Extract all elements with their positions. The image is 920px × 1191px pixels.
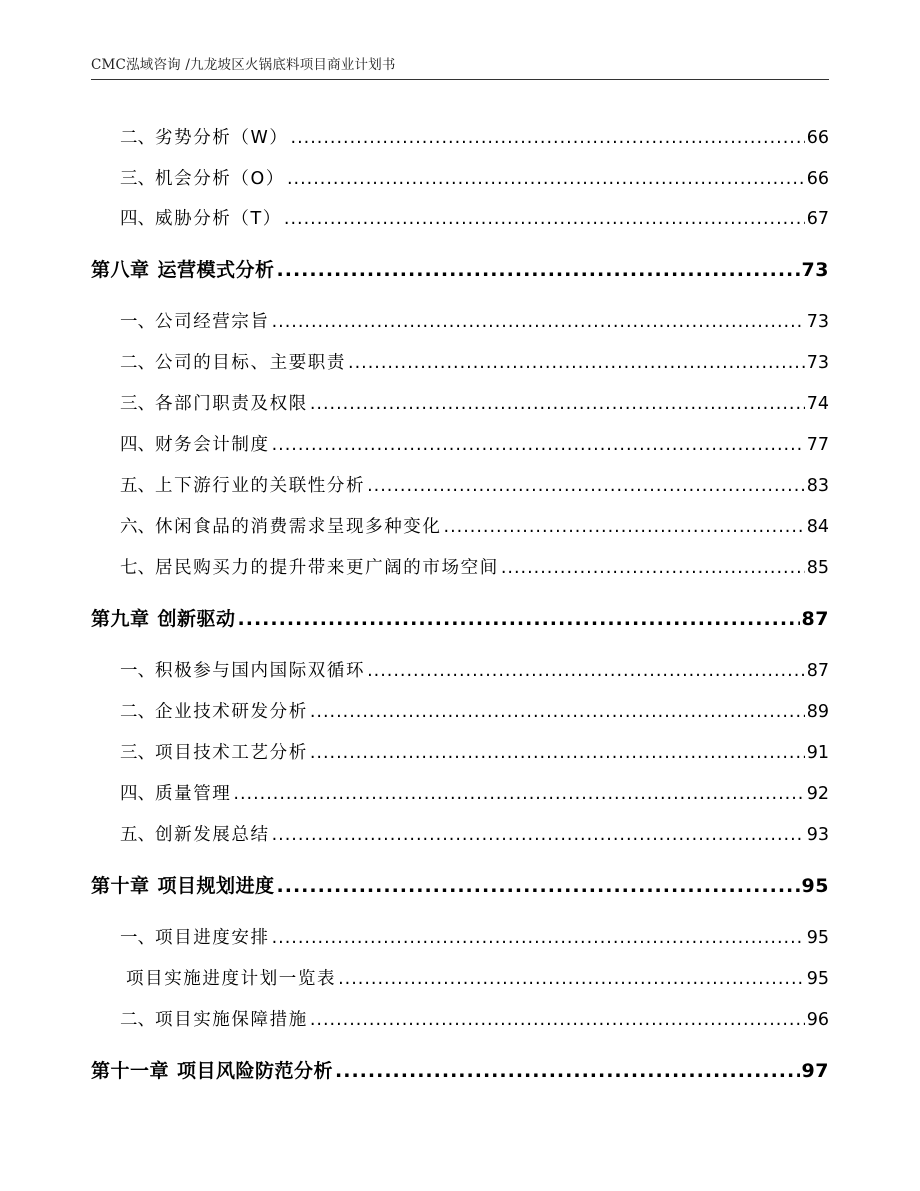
toc-leader-dots [272,435,805,455]
toc-entry[interactable] [91,431,829,456]
toc-entry-number: 三、 [120,743,155,763]
toc-entry-page: 92 [806,784,829,804]
toc-entry[interactable] [91,657,829,682]
toc-entry-title: 威胁分析（T） [155,209,282,229]
toc-chapter-number: 第十章 [91,875,150,897]
toc-leader-dots [367,476,805,496]
toc-chapter-entry[interactable] [91,255,829,282]
toc-entry-title: 创新发展总结 [155,825,270,845]
toc-chapter-number: 第九章 [91,608,150,630]
toc-leader-dots [277,875,800,897]
toc-entry[interactable] [91,165,829,190]
toc-leader-dots [291,128,805,148]
toc-entry-number: 五、 [120,476,155,496]
toc-entry-page: 83 [806,476,829,496]
toc-entry-page: 85 [806,558,829,578]
toc-chapter-entry[interactable] [91,871,829,898]
toc-entry-title: 居民购买力的提升带来更广阔的市场空间 [155,558,499,578]
toc-leader-dots [367,661,805,681]
toc-entry-page: 96 [806,1010,829,1030]
toc-entry[interactable] [91,205,829,230]
toc-entry-number: 三、 [120,394,155,414]
toc-entry-page: 73 [806,353,829,373]
toc-leader-dots [284,209,805,229]
toc-entry-title: 公司的目标、主要职责 [155,353,346,373]
toc-entry-page: 74 [806,394,829,414]
toc-entry-title: 休闲食品的消费需求呈现多种变化 [155,517,442,537]
running-header: CMC泓域咨询 /九龙坡区火锅底料项目商业计划书 [91,57,396,73]
toc-entry-title: 公司经营宗旨 [155,312,270,332]
toc-leader-dots [272,928,805,948]
toc-entry[interactable] [91,513,829,538]
toc-leader-dots [272,312,805,332]
toc-entry-number: 二、 [120,353,155,373]
toc-entry[interactable] [91,1006,829,1031]
toc-entry[interactable] [91,308,829,333]
toc-entry-title: 劣势分析（W） [155,128,289,148]
toc-leader-dots [348,353,805,373]
toc-leader-dots [310,1010,805,1030]
toc-entry[interactable] [91,349,829,374]
toc-leader-dots [335,1060,800,1082]
toc-entry-title: 上下游行业的关联性分析 [155,476,366,496]
toc-leader-dots [501,558,805,578]
toc-entry-title: 积极参与国内国际双循环 [155,661,366,681]
toc-entry-page: 93 [806,825,829,845]
toc-entry-title: 各部门职责及权限 [155,394,308,414]
toc-entry-number: 二、 [120,702,155,722]
toc-entry-title: 项目实施保障措施 [155,1010,308,1030]
toc-chapter-title: 项目风险防范分析 [177,1060,334,1082]
toc-chapter-title: 项目规划进度 [157,875,275,897]
toc-leader-dots [277,259,800,281]
toc-entry-page: 95 [806,969,829,989]
toc-entry-page: 87 [806,661,829,681]
toc-entry-page: 67 [806,209,829,229]
toc-entry-page: 77 [806,435,829,455]
toc-entry-number: 六、 [120,517,155,537]
toc-entry-page: 84 [806,517,829,537]
toc-entry-number: 四、 [120,209,155,229]
toc-entry[interactable] [91,739,829,764]
toc-entry-number: 七、 [120,558,155,578]
toc-entry[interactable] [91,698,829,723]
toc-entry-page: 66 [806,169,829,189]
toc-leader-dots [310,743,805,763]
toc-entry-number: 三、 [120,169,155,189]
toc-entry-page: 97 [801,1060,829,1082]
toc-entry-title: 项目技术工艺分析 [155,743,308,763]
toc-entry[interactable] [91,924,829,949]
toc-entry-number: 四、 [120,784,155,804]
toc-chapter-entry[interactable] [91,1056,829,1083]
toc-chapter-number: 第十一章 [91,1060,170,1082]
toc-entry-page: 95 [806,928,829,948]
toc-entry[interactable] [91,554,829,579]
toc-chapter-entry[interactable] [91,604,829,631]
toc-entry-page: 73 [806,312,829,332]
toc-leader-dots [272,825,805,845]
toc-entry[interactable] [91,965,829,990]
toc-entry-number: 五、 [120,825,155,845]
toc-chapter-title: 创新驱动 [157,608,236,630]
toc-entry-page: 89 [806,702,829,722]
toc-entry[interactable] [91,124,829,149]
toc-entry-number: 一、 [120,928,155,948]
toc-entry[interactable] [91,390,829,415]
toc-leader-dots [338,969,805,989]
toc-entry-number: 一、 [120,312,155,332]
toc-leader-dots [310,394,805,414]
toc-entry-number: 四、 [120,435,155,455]
toc-entry-page: 66 [806,128,829,148]
toc-entry-title: 企业技术研发分析 [155,702,308,722]
toc-leader-dots [444,517,805,537]
toc-entry-title: 财务会计制度 [155,435,270,455]
toc-leader-dots [310,702,805,722]
toc-leader-dots [287,169,805,189]
toc-chapter-title: 运营模式分析 [157,259,275,281]
toc-entry-number: 二、 [120,128,155,148]
toc-leader-dots [238,608,800,630]
toc-entry-page: 87 [801,608,829,630]
toc-entry-title: 质量管理 [155,784,232,804]
toc-chapter-number: 第八章 [91,259,150,281]
toc-entry[interactable] [91,780,829,805]
toc-entry-page: 95 [801,875,829,897]
toc-entry-page: 91 [806,743,829,763]
toc-entry-title: 项目进度安排 [155,928,270,948]
toc-entry-number: 一、 [120,661,155,681]
toc-leader-dots [233,784,804,804]
toc-entry-page: 73 [801,259,829,281]
toc-entry[interactable] [91,472,829,497]
toc-entry-title: 项目实施进度计划一览表 [126,969,337,989]
toc-entry-title: 机会分析（O） [155,169,285,189]
toc-entry-number: 二、 [120,1010,155,1030]
toc-entry[interactable] [91,821,829,846]
